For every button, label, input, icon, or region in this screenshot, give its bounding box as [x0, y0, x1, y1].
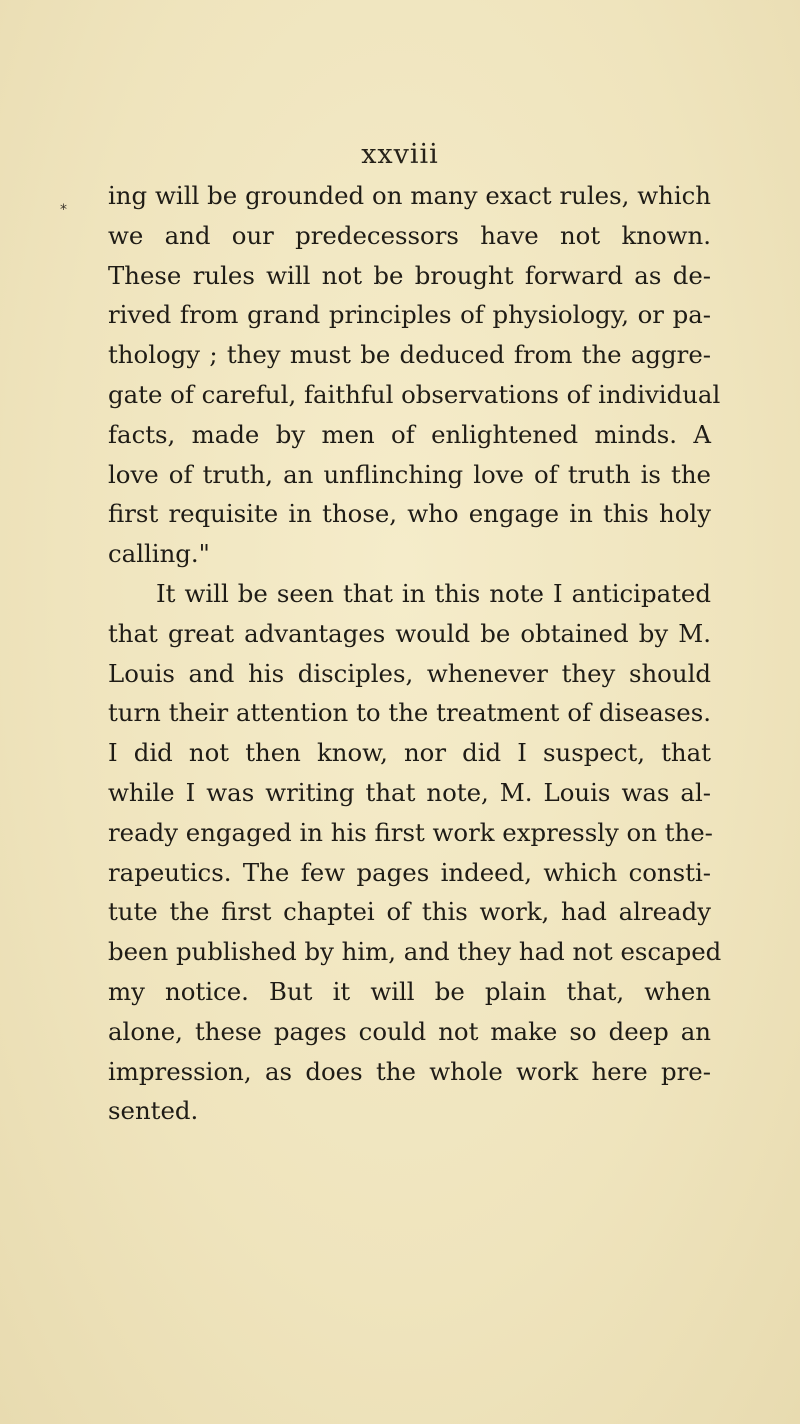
ink-mark: *	[60, 202, 67, 218]
text-line: These rules will not be brought forward as de-	[108, 260, 711, 290]
text-line: love of truth, an unflinching love of truth is the	[108, 459, 711, 489]
text-line: turn their attention to the treatment of diseases.	[108, 698, 711, 728]
text-line: I did not then know, nor did I suspect, that	[108, 738, 711, 768]
text-line: while I was writing that note, M. Louis was al-	[108, 777, 711, 807]
text-line: Louis and his disciples, whenever they should	[108, 658, 711, 688]
text-line: ing will be grounded on many exact rules, which	[108, 181, 711, 210]
text-line: tute the first chaptei of this work, had already	[108, 897, 711, 927]
body-text	[108, 176, 722, 1131]
text-line: calling."	[108, 539, 210, 569]
text-line: that great advantages would be obtained by M.	[108, 618, 711, 648]
text-line: impression, as does the whole work here pre-	[108, 1056, 711, 1086]
text-line: ready engaged in his first work expressly on the-	[108, 817, 713, 847]
text-line: facts, made by men of enlightened minds. A	[108, 419, 711, 449]
text-line: sented.	[108, 1096, 199, 1126]
text-line: gate of careful, faithful observations of individual	[108, 379, 721, 409]
text-line: been published by him, and they had not escaped	[108, 937, 722, 967]
text-line: we and our predecessors have not known.	[108, 220, 711, 250]
text-line: It will be seen that in this note I anticipated	[156, 578, 711, 608]
page-number: xxviii	[361, 139, 439, 170]
text-line: first requisite in those, who engage in this holy	[108, 499, 711, 529]
text-line: my notice. But it will be plain that, when	[108, 976, 711, 1006]
text-line: alone, these pages could not make so deep an	[108, 1016, 711, 1046]
text-line: rived from grand principles of physiology, or pa-	[108, 300, 711, 330]
text-line: thology ; they must be deduced from the aggre-	[108, 340, 711, 370]
text-line: rapeutics. The few pages indeed, which consti-	[108, 857, 711, 887]
